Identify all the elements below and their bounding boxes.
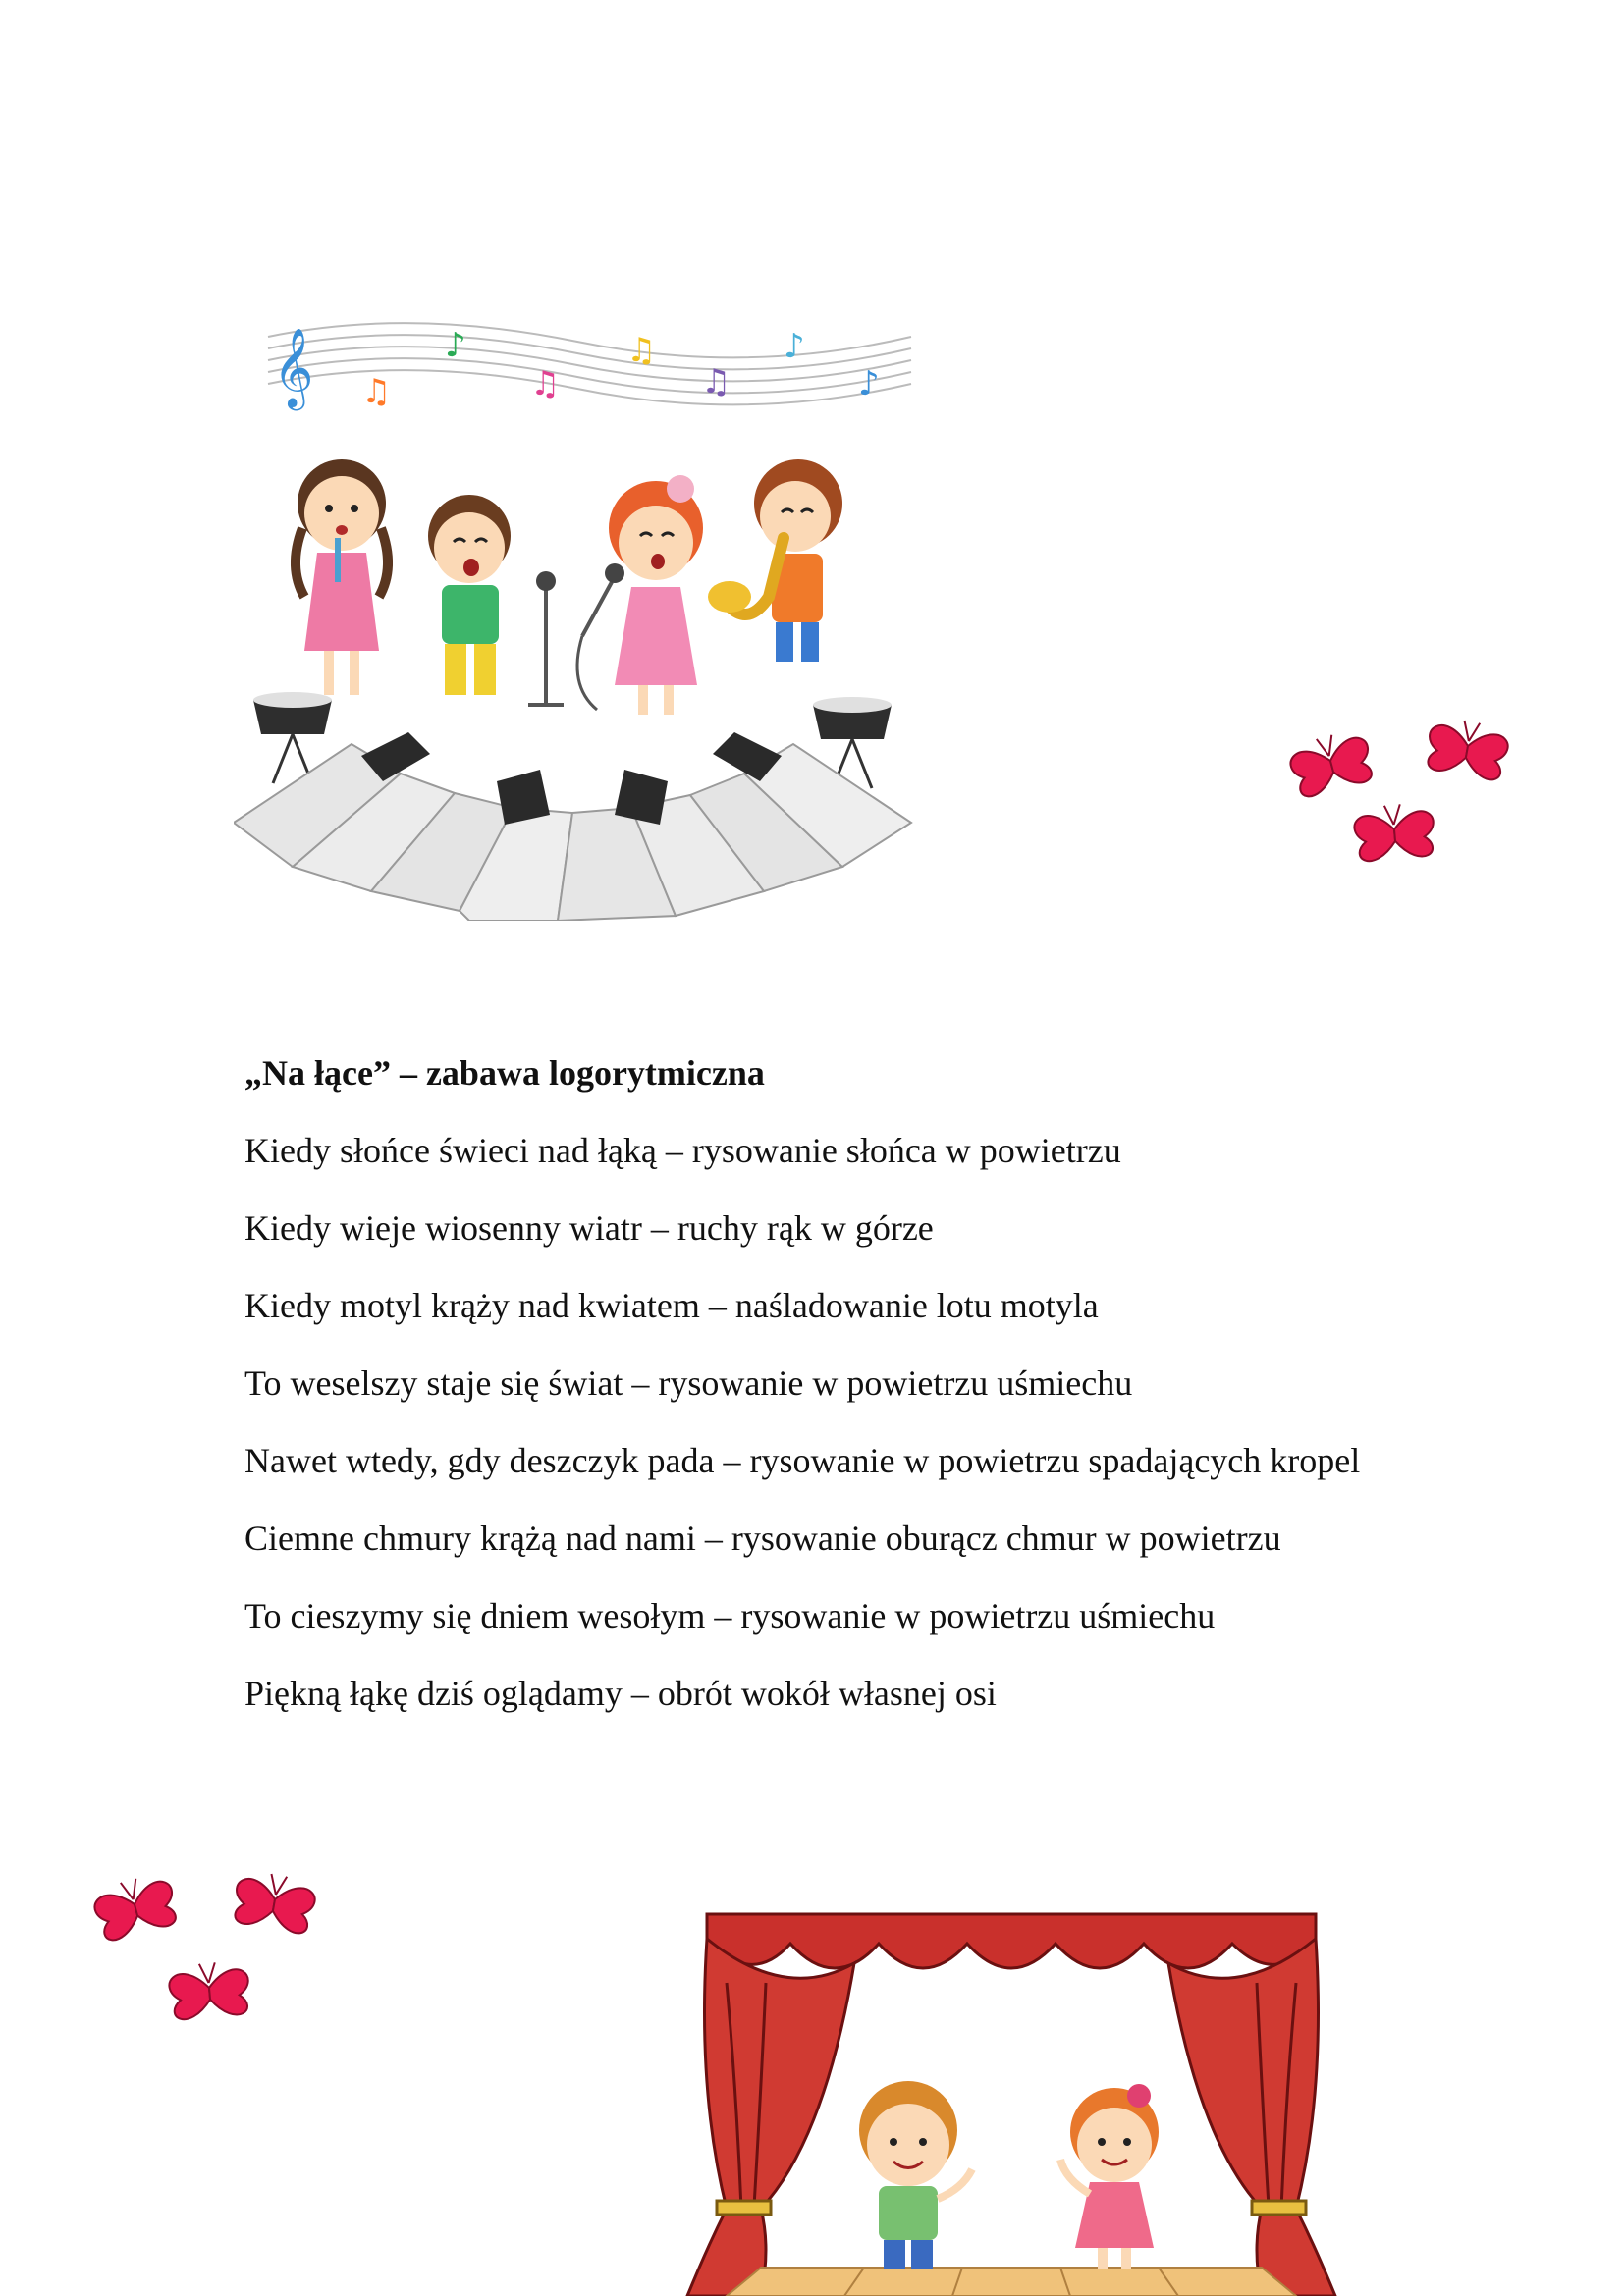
poem-line: Piękną łąkę dziś oglądamy – obrót wokół własnej osi xyxy=(244,1674,997,1713)
poem-section xyxy=(244,1052,1403,1746)
child-saxophone-figure xyxy=(708,459,842,662)
child-girl-figure xyxy=(1060,2084,1159,2269)
children-singing-illustration xyxy=(234,312,931,921)
child-boy-figure xyxy=(428,495,564,705)
butterflies-decoration xyxy=(93,1860,329,2037)
butterfly-icon xyxy=(168,1960,251,2021)
treble-clef-icon: 𝄞 xyxy=(273,327,314,407)
butterfly-icon xyxy=(1424,715,1511,781)
curtain-left xyxy=(687,1939,854,2296)
music-note-icon: ♪ xyxy=(858,364,880,403)
music-note-icon: ♫ xyxy=(361,372,392,411)
stage-floor xyxy=(727,2268,1296,2296)
music-note-icon: ♫ xyxy=(701,362,731,401)
child-boy-figure xyxy=(859,2081,972,2269)
child-girl-figure xyxy=(296,459,388,695)
curtain-valance xyxy=(707,1914,1316,1968)
butterfly-icon xyxy=(1353,802,1436,863)
piano-keys xyxy=(234,744,911,921)
butterfly-icon xyxy=(231,1868,318,1935)
poem-line: Kiedy słońce świeci nad łąką – rysowanie słońca w powietrzu xyxy=(244,1131,1121,1170)
poem-line: Kiedy wieje wiosenny wiatr – ruchy rąk w górze xyxy=(244,1208,934,1248)
music-note-icon: ♫ xyxy=(530,364,561,403)
butterfly-icon xyxy=(1286,726,1377,799)
music-note-icon: ♪ xyxy=(445,326,466,365)
butterfly-icon xyxy=(93,1870,181,1943)
child-singer-figure xyxy=(577,475,703,715)
theater-stage-illustration xyxy=(668,1895,1345,2296)
music-note-icon: ♪ xyxy=(784,327,805,366)
poem-line: To weselszy staje się świat – rysowanie w powietrzu uśmiechu xyxy=(244,1363,1133,1403)
music-note-icon: ♫ xyxy=(626,331,657,370)
curtain-right xyxy=(1168,1939,1335,2296)
poem-title: „Na łące” – zabawa logorytmiczna xyxy=(244,1053,765,1093)
poem-line: Kiedy motyl krąży nad kwiatem – naśladowanie lotu motyla xyxy=(244,1286,1099,1325)
poem-line: Ciemne chmury krążą nad nami – rysowanie oburącz chmur w powietrzu xyxy=(244,1519,1281,1558)
poem-line: Nawet wtedy, gdy deszczyk pada – rysowanie w powietrzu spadających kropel xyxy=(244,1441,1361,1480)
poem-line: To cieszymy się dniem wesołym – rysowanie w powietrzu uśmiechu xyxy=(244,1596,1216,1635)
butterflies-decoration xyxy=(1276,707,1522,874)
